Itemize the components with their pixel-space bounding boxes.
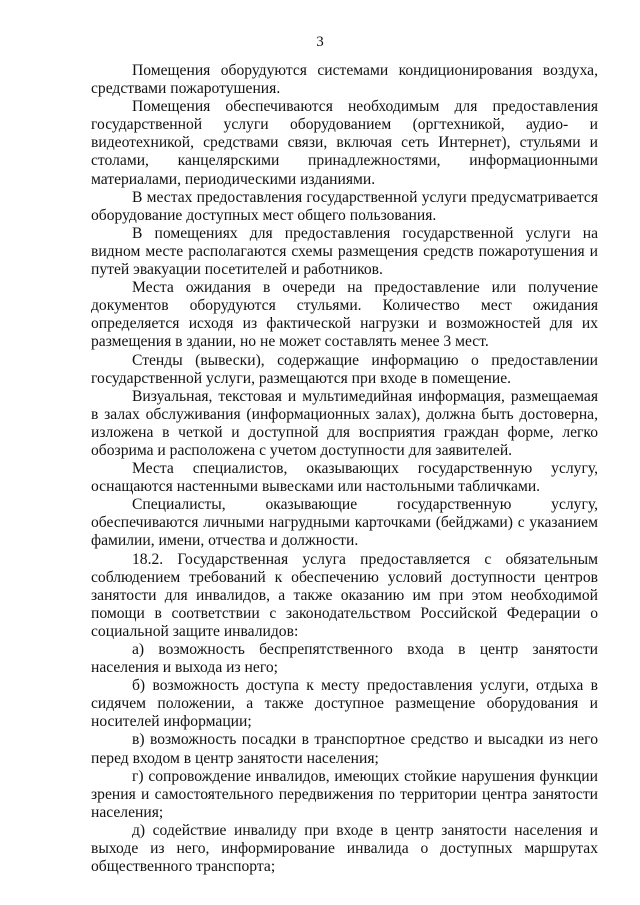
paragraph: Помещения оборудуются системами кондиционирования воздуха, средствами пожаротушения. <box>91 62 598 98</box>
paragraph: Места ожидания в очереди на предоставление или получение документов оборудуются стульями. Количество мест ожидания определяется исходя из фактической нагрузки и возможностей для их размещения в здании, но не может составлять менее 3 мест. <box>91 279 598 351</box>
paragraph: Специалисты, оказывающие государственную услугу, обеспечиваются личными нагрудными карточками (бейджами) с указанием фамилии, имени, отчества и должности. <box>91 496 598 550</box>
paragraph: Стенды (вывески), содержащие информацию о предоставлении государственной услуги, размещаются при входе в помещение. <box>91 351 598 387</box>
list-item-b: б) возможность доступа к месту предоставления услуги, отдыха в сидячем положении, а также доступное размещение оборудования и носителей информации; <box>91 677 598 731</box>
paragraph: Визуальная, текстовая и мультимедийная информация, размещаемая в залах обслуживания (информационных залах), должна быть достоверна, изложена в четкой и доступной для восприятия граждан форме, легко обозрима и расположена с учетом доступности для заявителей. <box>91 387 598 459</box>
document-body <box>91 62 598 876</box>
page-number: 3 <box>316 34 324 50</box>
paragraph: Места специалистов, оказывающих государственную услугу, оснащаются настенными вывесками или настольными табличками. <box>91 460 598 496</box>
list-item-d: д) содействие инвалиду при входе в центр занятости населения и выходе из него, информирование инвалида о доступных маршрутах общественного транспорта; <box>91 821 598 876</box>
section-18-2-paragraph: 18.2. Государственная услуга предоставляется с обязательным соблюдением требований к обеспечению условий доступности центров занятости для инвалидов, а также оказанию им при этом необходимой помощи в соответствии с законодательством Российской Федерации о социальной защите инвалидов: <box>91 550 598 640</box>
paragraph: В местах предоставления государственной услуги предусматривается оборудование доступных мест общего пользования. <box>91 188 598 224</box>
list-item-g: г) сопровождение инвалидов, имеющих стойкие нарушения функции зрения и самостоятельного передвижения по территории центра занятости населения; <box>91 767 598 821</box>
paragraph: В помещениях для предоставления государственной услуги на видном месте располагаются схемы размещения средств пожаротушения и путей эвакуации посетителей и работников. <box>91 224 598 279</box>
paragraph: Помещения обеспечиваются необходимым для предоставления государственной услуги оборудованием (оргтехникой, аудио- и видеотехникой, средствами связи, включая сеть Интернет), стульями и столами, канцелярскими принадлежностями, информационными материалами, периодическими изданиями. <box>91 98 598 188</box>
list-item-a: а) возможность беспрепятственного входа в центр занятости населения и выхода из него; <box>91 641 598 677</box>
list-item-v: в) возможность посадки в транспортное средство и высадки из него перед входом в центр занятости населения; <box>91 731 598 767</box>
